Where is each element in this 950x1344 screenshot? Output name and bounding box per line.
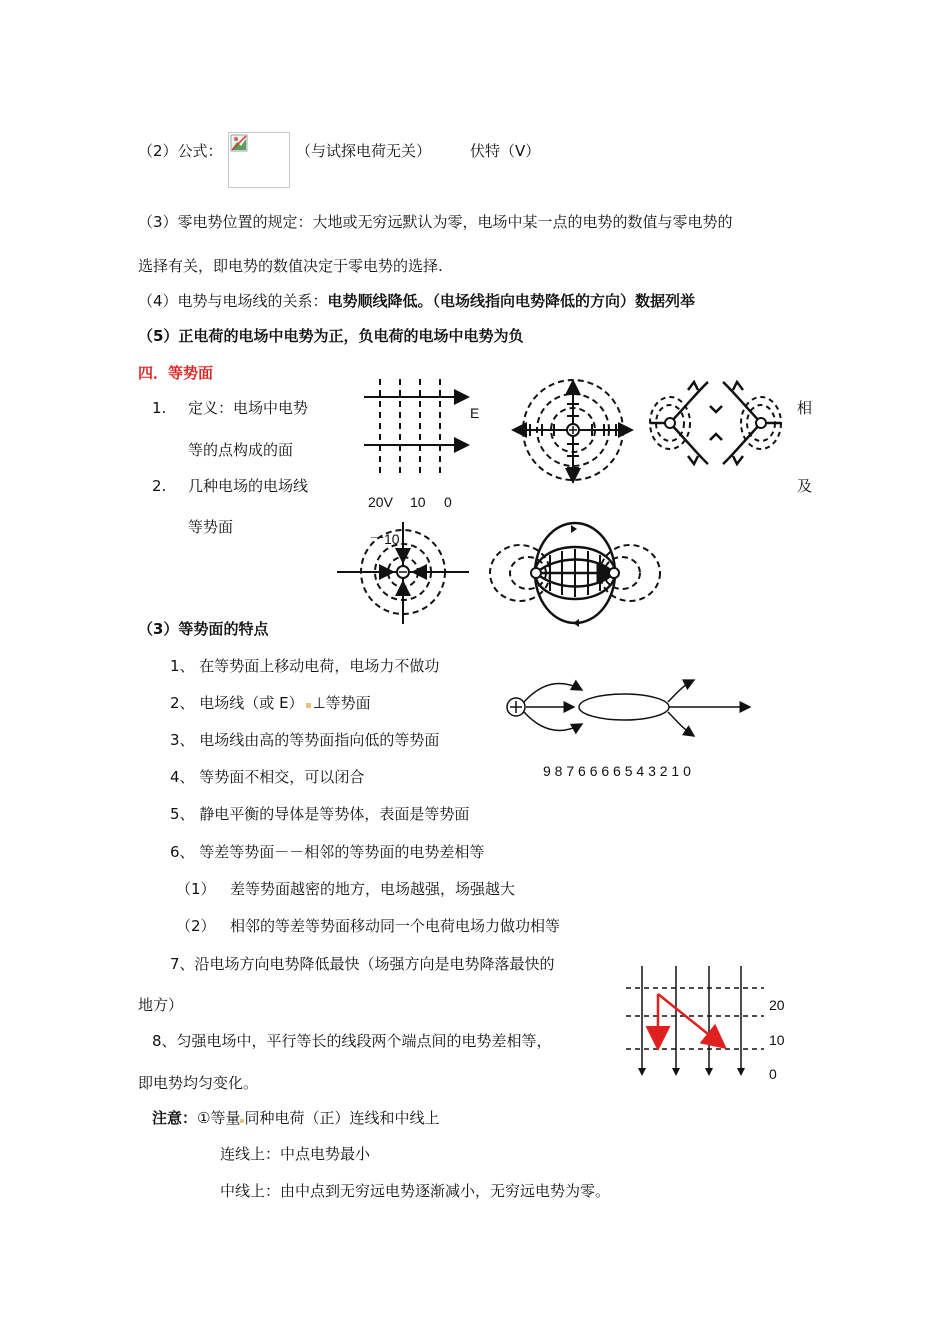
broken-image-icon <box>230 134 248 152</box>
unit-text: 伏特（V） <box>470 142 541 160</box>
charge-potential-sign: （5）正电荷的电场中电势为正，负电荷的电场中电势为负 <box>138 327 524 345</box>
uniform-field-potential-diagram <box>626 962 766 1082</box>
feature-8: 8、匀强电场中，平行等长的线段两个端点间的电势差相等， <box>152 1032 552 1050</box>
positive-point-charge-diagram <box>510 378 636 486</box>
charge-conductor-diagram <box>504 676 756 742</box>
item-2-kinds-cont: 等势面 <box>188 518 234 536</box>
item-2-tail: 及 <box>797 477 813 495</box>
item-1-number: 1. <box>152 399 167 417</box>
feature-4: 4、 等势面不相交，可以闭合 <box>170 768 365 786</box>
note-line-1-part-a: ①等量 <box>197 1109 241 1127</box>
feature-2-part-b: ⊥等势面 <box>312 694 371 712</box>
feature-6-1-number: （1） <box>176 880 216 898</box>
section-heading-equipotential: 四．等势面 <box>138 364 214 382</box>
label-20v: 20V <box>368 494 393 510</box>
feature-7-cont: 地方） <box>138 996 184 1014</box>
features-title: （3）等势面的特点 <box>138 620 269 638</box>
label-10: 10 <box>410 494 426 510</box>
field-label-e: E <box>470 405 480 421</box>
potential-label-0: 0 <box>769 1066 777 1082</box>
relation-prefix: （4）电势与电场线的关系： <box>138 292 328 310</box>
note-line-1 <box>152 1108 439 1128</box>
potential-label-20: 20 <box>769 997 785 1013</box>
tiny-image-marker <box>306 703 311 708</box>
note-line-3: 中线上：由中点到无穷远电势逐渐减小，无穷远电势为零。 <box>220 1182 611 1200</box>
potential-label-10: 10 <box>769 1032 785 1048</box>
item-1-definition-cont: 等的点构成的面 <box>188 441 294 459</box>
feature-6-1: 差等势面越密的地方，电场越强，场强越大 <box>230 880 516 898</box>
feature-6: 6、 等差等势面－－相邻的等势面的电势差相等 <box>170 843 485 861</box>
feature-7: 7、沿电场方向电势降低最快（场强方向是电势降落最快的 <box>170 955 555 973</box>
zero-potential-line1: （3）零电势位置的规定：大地或无穷远默认为零，电场中某一点的电势的数值与零电势的 <box>138 213 733 231</box>
note-label: 注意： <box>152 1109 198 1127</box>
feature-6-2: 相邻的等差等势面移动同一个电荷电场力做功相等 <box>230 917 561 935</box>
item-1-definition: 定义：电场中电势 <box>188 399 309 417</box>
zero-potential-line2: 选择有关，即电势的数值决定于零电势的选择. <box>138 257 443 275</box>
uniform-field-diagram <box>360 375 475 480</box>
dipole-diagram <box>486 515 664 627</box>
feature-8-cont: 即电势均匀变化。 <box>138 1074 259 1092</box>
relation-bold: 电势顺线降低。（电场线指向电势降低的方向）数据列举 <box>327 292 696 310</box>
item-2-kinds: 几种电场的电场线 <box>188 477 309 495</box>
note-line-1-part-b: 同种电荷（正）连线和中线上 <box>244 1109 440 1127</box>
note-line-2: 连线上：中点电势最小 <box>220 1145 371 1163</box>
formula-image <box>228 132 290 188</box>
feature-2 <box>170 693 371 713</box>
formula-note: （与试探电荷无关） <box>296 142 432 160</box>
negative-point-charge-diagram <box>335 520 471 626</box>
potential-field-relation <box>138 291 695 311</box>
formula-label: （2）公式： <box>138 142 223 160</box>
feature-2-part-a: 2、 电场线（或 E） <box>170 694 304 712</box>
feature-5: 5、 静电平衡的导体是等势体，表面是等势面 <box>170 805 470 823</box>
label-neg10: 一10 <box>370 531 400 547</box>
item-2-number: 2. <box>152 477 167 495</box>
label-0: 0 <box>444 494 452 510</box>
feature-3: 3、 电场线由高的等势面指向低的等势面 <box>170 731 440 749</box>
feature-6-2-number: （2） <box>176 917 216 935</box>
feature-1: 1、 在等势面上移动电荷，电场力不做功 <box>170 657 440 675</box>
like-charges-diagram <box>648 378 783 468</box>
potential-series-label: 9 8 7 6 6 6 6 5 4 3 2 1 0 <box>543 763 691 779</box>
item-1-tail: 相 <box>797 399 813 417</box>
